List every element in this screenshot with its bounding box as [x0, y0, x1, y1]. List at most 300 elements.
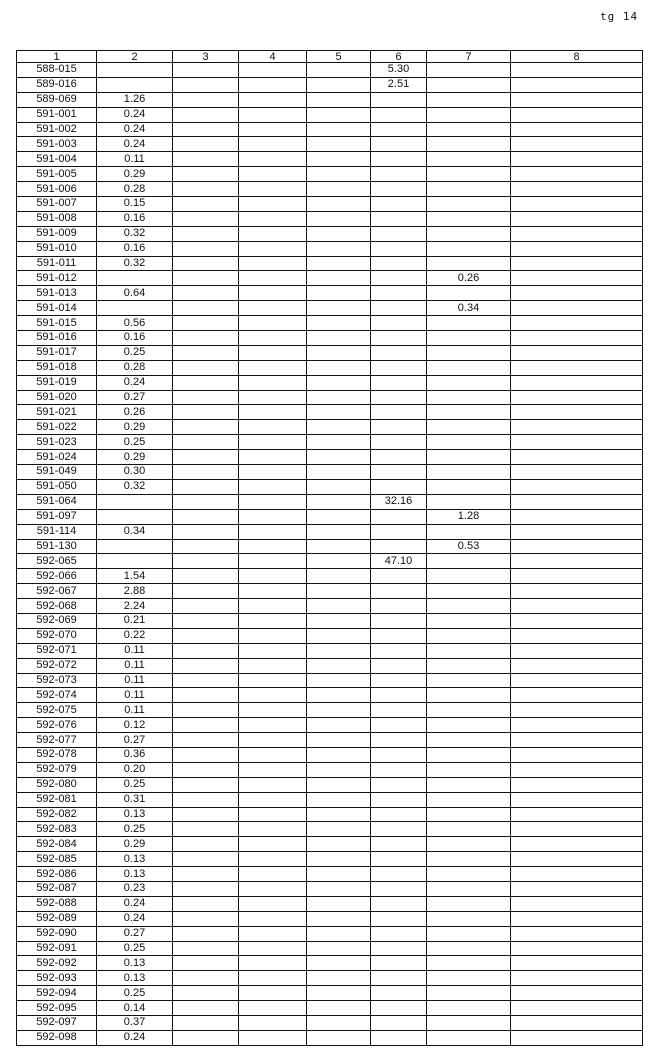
row-id-cell: 591-023 [17, 435, 97, 450]
value-cell [239, 316, 307, 331]
value-cell [511, 1001, 643, 1016]
value-cell [371, 956, 427, 971]
value-cell [173, 733, 239, 748]
table-row [17, 241, 643, 256]
value-cell [239, 807, 307, 822]
value-cell [307, 777, 371, 792]
value-cell [511, 316, 643, 331]
value-cell [239, 584, 307, 599]
value-cell: 0.13 [97, 852, 173, 867]
value-cell [239, 256, 307, 271]
value-cell [239, 941, 307, 956]
table-row [17, 911, 643, 926]
value-cell [307, 450, 371, 465]
value-cell: 0.22 [97, 628, 173, 643]
value-cell [239, 971, 307, 986]
value-cell [511, 301, 643, 316]
value-cell [307, 390, 371, 405]
value-cell [239, 762, 307, 777]
row-id-cell: 591-006 [17, 182, 97, 197]
table-row [17, 747, 643, 762]
value-cell [173, 896, 239, 911]
value-cell [511, 569, 643, 584]
value-cell [427, 628, 511, 643]
value-cell [173, 911, 239, 926]
value-cell: 0.25 [97, 822, 173, 837]
value-cell [307, 643, 371, 658]
value-cell [173, 1016, 239, 1031]
row-id-cell: 592-095 [17, 1001, 97, 1016]
value-cell [371, 524, 427, 539]
row-id-cell: 591-010 [17, 241, 97, 256]
value-cell [173, 375, 239, 390]
value-cell [371, 867, 427, 882]
value-cell [173, 256, 239, 271]
value-cell [307, 241, 371, 256]
value-cell [511, 688, 643, 703]
value-cell [427, 360, 511, 375]
value-cell [307, 63, 371, 78]
value-cell [173, 986, 239, 1001]
table-row [17, 420, 643, 435]
value-cell [239, 286, 307, 301]
table-row [17, 331, 643, 346]
value-cell [307, 345, 371, 360]
value-cell [427, 286, 511, 301]
value-cell [173, 271, 239, 286]
table-row [17, 494, 643, 509]
value-cell [173, 137, 239, 152]
row-id-cell: 592-088 [17, 896, 97, 911]
row-id-cell: 592-086 [17, 867, 97, 882]
value-cell [307, 226, 371, 241]
page-label: tg 14 [600, 10, 639, 23]
value-cell [173, 554, 239, 569]
value-cell [511, 122, 643, 137]
value-cell [173, 643, 239, 658]
value-cell [239, 241, 307, 256]
value-cell [307, 107, 371, 122]
value-cell [371, 107, 427, 122]
value-cell [307, 718, 371, 733]
value-cell [307, 956, 371, 971]
row-id-cell: 591-007 [17, 197, 97, 212]
value-cell [511, 539, 643, 554]
value-cell [427, 167, 511, 182]
value-cell [173, 852, 239, 867]
value-cell [371, 733, 427, 748]
value-cell: 0.25 [97, 986, 173, 1001]
value-cell [371, 986, 427, 1001]
row-id-cell: 591-017 [17, 345, 97, 360]
value-cell: 0.29 [97, 837, 173, 852]
value-cell [371, 92, 427, 107]
value-cell [239, 197, 307, 212]
value-cell [173, 420, 239, 435]
value-cell [371, 911, 427, 926]
value-cell: 0.20 [97, 762, 173, 777]
table-row [17, 271, 643, 286]
value-cell: 0.11 [97, 673, 173, 688]
value-cell [427, 762, 511, 777]
value-cell [173, 837, 239, 852]
value-cell: 0.29 [97, 167, 173, 182]
value-cell [427, 703, 511, 718]
row-id-cell: 589-016 [17, 77, 97, 92]
value-cell [239, 122, 307, 137]
value-cell [173, 494, 239, 509]
value-cell [427, 1001, 511, 1016]
table-row [17, 405, 643, 420]
table-row [17, 63, 643, 78]
value-cell: 5.30 [371, 63, 427, 78]
row-id-cell: 592-078 [17, 747, 97, 762]
row-id-cell: 591-020 [17, 390, 97, 405]
value-cell [239, 92, 307, 107]
table-row [17, 643, 643, 658]
value-cell [239, 524, 307, 539]
value-cell [371, 688, 427, 703]
value-cell [173, 1030, 239, 1045]
value-cell [307, 971, 371, 986]
value-cell [511, 63, 643, 78]
value-cell [427, 137, 511, 152]
value-cell [427, 837, 511, 852]
value-cell: 0.34 [427, 301, 511, 316]
value-cell [239, 896, 307, 911]
value-cell [371, 613, 427, 628]
value-cell [511, 77, 643, 92]
value-cell [239, 822, 307, 837]
value-cell [371, 479, 427, 494]
value-cell [173, 197, 239, 212]
table-row [17, 1001, 643, 1016]
value-cell [511, 643, 643, 658]
value-cell [427, 92, 511, 107]
table-row [17, 569, 643, 584]
row-id-cell: 592-077 [17, 733, 97, 748]
value-cell: 2.51 [371, 77, 427, 92]
table-row [17, 509, 643, 524]
table-row [17, 211, 643, 226]
row-id-cell: 592-093 [17, 971, 97, 986]
value-cell [307, 360, 371, 375]
value-cell [173, 926, 239, 941]
table-row [17, 807, 643, 822]
value-cell [511, 822, 643, 837]
value-cell [371, 345, 427, 360]
row-id-cell: 591-004 [17, 152, 97, 167]
value-cell [371, 152, 427, 167]
value-cell [307, 92, 371, 107]
value-cell: 0.24 [97, 107, 173, 122]
value-cell [371, 941, 427, 956]
value-cell [173, 286, 239, 301]
value-cell [239, 539, 307, 554]
value-cell [427, 926, 511, 941]
value-cell [239, 479, 307, 494]
value-cell [371, 584, 427, 599]
value-cell [307, 1016, 371, 1031]
row-id-cell: 592-091 [17, 941, 97, 956]
value-cell [511, 926, 643, 941]
value-cell [239, 613, 307, 628]
value-cell: 47.10 [371, 554, 427, 569]
value-cell: 2.88 [97, 584, 173, 599]
value-cell [97, 509, 173, 524]
value-cell: 0.24 [97, 122, 173, 137]
table-row [17, 658, 643, 673]
value-cell [427, 822, 511, 837]
table-row [17, 1030, 643, 1045]
value-cell [427, 256, 511, 271]
value-cell [427, 733, 511, 748]
value-cell [371, 182, 427, 197]
value-cell [307, 941, 371, 956]
row-id-cell: 592-073 [17, 673, 97, 688]
value-cell [511, 703, 643, 718]
value-cell [239, 643, 307, 658]
value-cell [371, 837, 427, 852]
value-cell [307, 613, 371, 628]
value-cell [371, 420, 427, 435]
value-cell [307, 182, 371, 197]
value-cell [173, 688, 239, 703]
table-row [17, 77, 643, 92]
value-cell [307, 837, 371, 852]
value-cell [173, 673, 239, 688]
value-cell [239, 435, 307, 450]
value-cell [511, 524, 643, 539]
value-cell [307, 1030, 371, 1045]
value-cell [427, 331, 511, 346]
value-cell [307, 405, 371, 420]
value-cell [173, 628, 239, 643]
row-id-cell: 592-071 [17, 643, 97, 658]
value-cell: 0.11 [97, 643, 173, 658]
table-row [17, 107, 643, 122]
value-cell: 0.24 [97, 911, 173, 926]
value-cell [511, 92, 643, 107]
value-cell [97, 554, 173, 569]
row-id-cell: 591-012 [17, 271, 97, 286]
value-cell [371, 271, 427, 286]
table-row [17, 360, 643, 375]
row-id-cell: 592-084 [17, 837, 97, 852]
value-cell: 0.24 [97, 896, 173, 911]
table-row [17, 226, 643, 241]
row-id-cell: 592-094 [17, 986, 97, 1001]
value-cell [239, 911, 307, 926]
value-cell [307, 256, 371, 271]
value-cell [427, 226, 511, 241]
value-cell [307, 316, 371, 331]
value-cell [307, 271, 371, 286]
table-row [17, 971, 643, 986]
value-cell [511, 345, 643, 360]
value-cell: 1.54 [97, 569, 173, 584]
value-cell [371, 122, 427, 137]
value-cell [371, 286, 427, 301]
row-id-cell: 592-090 [17, 926, 97, 941]
value-cell [239, 509, 307, 524]
value-cell [371, 241, 427, 256]
value-cell [511, 941, 643, 956]
value-cell [239, 599, 307, 614]
value-cell: 0.29 [97, 450, 173, 465]
value-cell [427, 122, 511, 137]
value-cell [173, 956, 239, 971]
value-cell [307, 852, 371, 867]
table-row [17, 554, 643, 569]
value-cell: 0.24 [97, 1030, 173, 1045]
value-cell [371, 465, 427, 480]
value-cell [173, 613, 239, 628]
row-id-cell: 592-065 [17, 554, 97, 569]
row-id-cell: 592-069 [17, 613, 97, 628]
value-cell [427, 345, 511, 360]
value-cell [239, 554, 307, 569]
column-header: 1 [17, 51, 97, 63]
table-row [17, 345, 643, 360]
value-cell [371, 881, 427, 896]
value-cell: 0.29 [97, 420, 173, 435]
value-cell [307, 197, 371, 212]
value-cell [307, 673, 371, 688]
row-id-cell: 591-018 [17, 360, 97, 375]
table-row [17, 733, 643, 748]
table-row [17, 1016, 643, 1031]
value-cell [371, 390, 427, 405]
value-cell [307, 881, 371, 896]
value-cell [239, 211, 307, 226]
value-cell [239, 673, 307, 688]
table-row [17, 896, 643, 911]
value-cell [239, 881, 307, 896]
value-cell [307, 479, 371, 494]
table-row [17, 316, 643, 331]
row-id-cell: 591-114 [17, 524, 97, 539]
value-cell: 0.11 [97, 688, 173, 703]
value-cell [173, 390, 239, 405]
value-cell [239, 226, 307, 241]
row-id-cell: 592-079 [17, 762, 97, 777]
row-id-cell: 591-097 [17, 509, 97, 524]
value-cell [371, 211, 427, 226]
table-row [17, 986, 643, 1001]
value-cell [173, 703, 239, 718]
value-cell [511, 211, 643, 226]
value-cell [371, 971, 427, 986]
row-id-cell: 591-003 [17, 137, 97, 152]
value-cell [307, 926, 371, 941]
value-cell [307, 792, 371, 807]
value-cell [173, 718, 239, 733]
row-id-cell: 589-069 [17, 92, 97, 107]
value-cell [307, 584, 371, 599]
row-id-cell: 591-001 [17, 107, 97, 122]
value-cell [427, 450, 511, 465]
value-cell [427, 688, 511, 703]
value-cell [511, 956, 643, 971]
table-row [17, 956, 643, 971]
value-cell [371, 405, 427, 420]
table-row [17, 822, 643, 837]
value-cell [371, 673, 427, 688]
value-cell [427, 658, 511, 673]
value-cell [307, 733, 371, 748]
value-cell [307, 420, 371, 435]
value-cell [511, 837, 643, 852]
value-cell [511, 613, 643, 628]
row-id-cell: 591-019 [17, 375, 97, 390]
value-cell [427, 152, 511, 167]
value-cell [427, 182, 511, 197]
row-id-cell: 592-083 [17, 822, 97, 837]
row-id-cell: 592-089 [17, 911, 97, 926]
value-cell [371, 1030, 427, 1045]
table-row [17, 182, 643, 197]
row-id-cell: 592-074 [17, 688, 97, 703]
value-cell: 0.28 [97, 360, 173, 375]
value-cell [239, 1001, 307, 1016]
row-id-cell: 591-021 [17, 405, 97, 420]
value-cell [239, 703, 307, 718]
value-cell [307, 331, 371, 346]
value-cell [427, 77, 511, 92]
value-cell [307, 211, 371, 226]
value-cell [427, 673, 511, 688]
value-cell [307, 986, 371, 1001]
value-cell: 0.13 [97, 807, 173, 822]
row-id-cell: 592-097 [17, 1016, 97, 1031]
value-cell [173, 405, 239, 420]
table-row [17, 599, 643, 614]
value-cell [511, 479, 643, 494]
value-cell [511, 494, 643, 509]
table-row [17, 539, 643, 554]
value-cell [307, 822, 371, 837]
value-cell [173, 211, 239, 226]
value-cell [239, 658, 307, 673]
value-cell [511, 420, 643, 435]
value-cell [371, 747, 427, 762]
value-cell [173, 539, 239, 554]
value-cell [97, 271, 173, 286]
value-cell: 0.64 [97, 286, 173, 301]
value-cell [307, 911, 371, 926]
value-cell [239, 777, 307, 792]
row-id-cell: 591-015 [17, 316, 97, 331]
value-cell [173, 450, 239, 465]
value-cell [511, 465, 643, 480]
value-cell [427, 643, 511, 658]
value-cell [239, 733, 307, 748]
value-cell: 0.37 [97, 1016, 173, 1031]
value-cell [173, 301, 239, 316]
value-cell [511, 554, 643, 569]
value-cell [511, 241, 643, 256]
value-cell [371, 435, 427, 450]
value-cell [239, 375, 307, 390]
value-cell [307, 554, 371, 569]
value-cell: 0.14 [97, 1001, 173, 1016]
value-cell: 0.32 [97, 256, 173, 271]
row-id-cell: 592-080 [17, 777, 97, 792]
value-cell [371, 777, 427, 792]
table-row [17, 286, 643, 301]
value-cell [173, 762, 239, 777]
